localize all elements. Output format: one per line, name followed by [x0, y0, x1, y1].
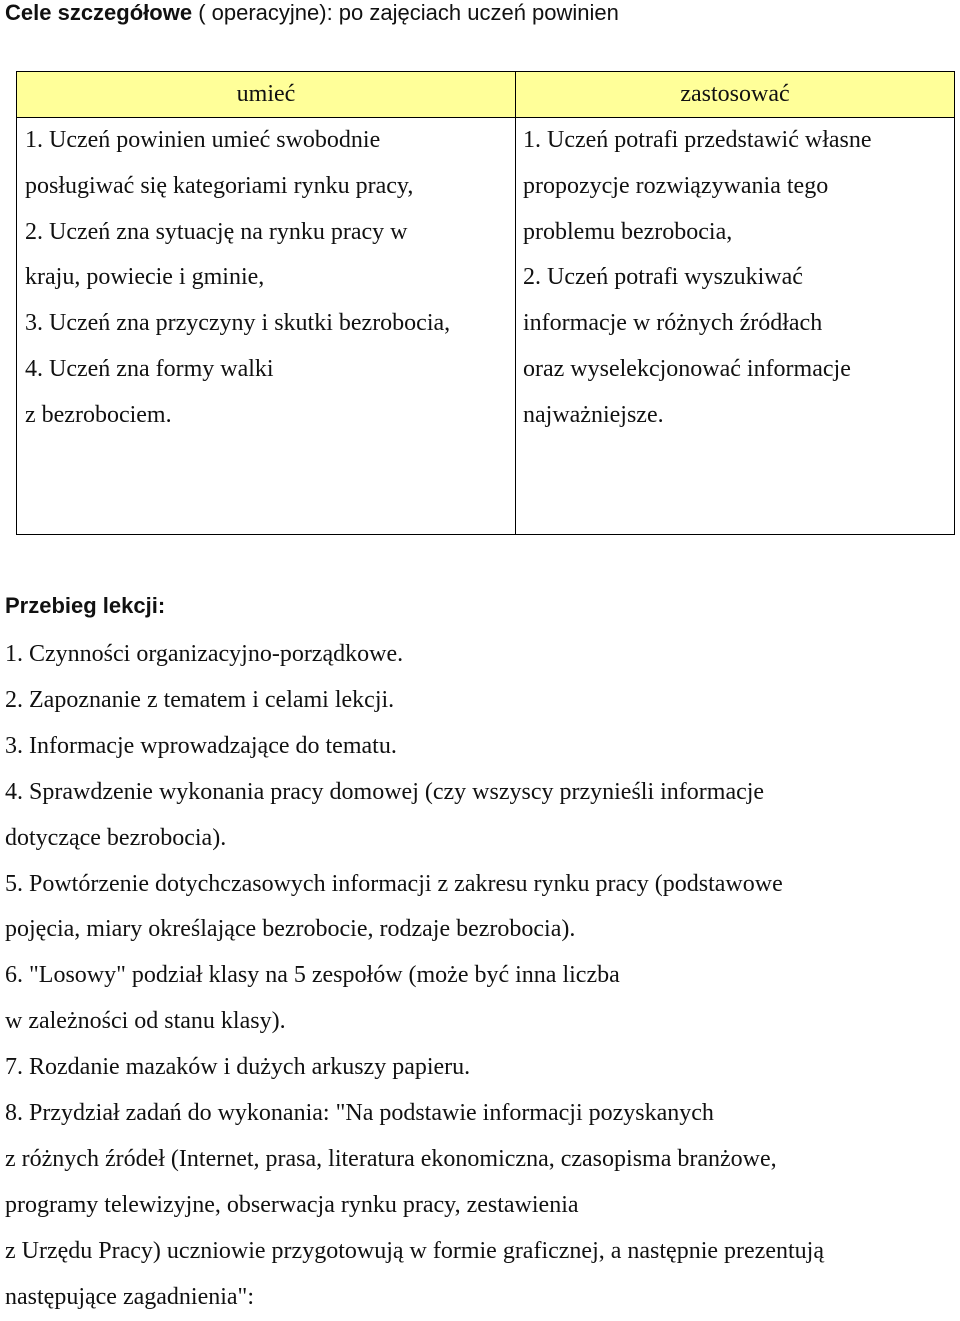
objectives-heading-bold: Cele szczegółowe	[5, 0, 193, 25]
objectives-heading-rest: ( operacyjne): po zajęciach uczeń powinien	[192, 0, 619, 25]
lesson-step-line: programy telewizyjne, obserwacja rynku pracy, zestawienia	[5, 1191, 579, 1218]
lesson-step-line: następujące zagadnienia":	[5, 1283, 254, 1310]
lesson-course-title: Przebieg lekcji:	[5, 593, 166, 618]
lesson-step-line: 1. Czynności organizacyjno-porządkowe.	[5, 641, 404, 667]
umiec-line: posługiwać się kategoriami rynku pracy,	[25, 172, 414, 199]
header-umiec: umieć	[17, 72, 516, 118]
zastosowac-line: 2. Uczeń potrafi wyszukiwać	[523, 264, 803, 291]
cell-zastosowac	[516, 118, 955, 535]
lesson-step-line: 7. Rozdanie mazaków i dużych arkuszy papieru.	[5, 1054, 471, 1081]
zastosowac-line: najważniejsze.	[523, 401, 664, 428]
zastosowac-line: propozycje rozwiązywania tego	[523, 172, 829, 199]
umiec-line: 1. Uczeń powinien umieć swobodnie	[25, 127, 381, 153]
zastosowac-line: informacje w różnych źródłach	[523, 310, 823, 337]
objectives-heading	[5, 0, 619, 26]
lesson-step-line: z Urzędu Pracy) uczniowie przygotowują w formie graficznej, a następnie prezentują	[5, 1237, 824, 1264]
header-zastosowac: zastosować	[516, 72, 955, 118]
zastosowac-line: oraz wyselekcjonować informacje	[523, 355, 851, 382]
lesson-step-line: z różnych źródeł (Internet, prasa, literatura ekonomiczna, czasopisma branżowe,	[5, 1145, 777, 1172]
umiec-line: z bezrobociem.	[25, 401, 172, 428]
zastosowac-line: 1. Uczeń potrafi przedstawić własne	[523, 127, 872, 153]
lesson-step-line: dotyczące bezrobocia).	[5, 824, 227, 851]
umiec-line: 4. Uczeń zna formy walki	[25, 355, 274, 382]
cell-umiec	[17, 118, 516, 535]
zastosowac-line: problemu bezrobocia,	[523, 218, 733, 245]
umiec-line: 2. Uczeń zna sytuację na rynku pracy w	[25, 218, 408, 245]
lesson-step-line: 2. Zapoznanie z tematem i celami lekcji.	[5, 686, 395, 713]
lesson-step-line: pojęcia, miary określające bezrobocie, rodzaje bezrobocia).	[5, 916, 576, 943]
objectives-table-header-row	[17, 72, 955, 118]
lesson-step-line: 3. Informacje wprowadzające do tematu.	[5, 732, 397, 759]
lesson-step-line: 8. Przydział zadań do wykonania: "Na podstawie informacji pozyskanych	[5, 1100, 714, 1127]
objectives-table	[16, 71, 955, 535]
lesson-step-line: 6. "Losowy" podział klasy na 5 zespołów (może być inna liczba	[5, 962, 620, 989]
umiec-line: kraju, powiecie i gminie,	[25, 264, 265, 291]
lesson-step-line: 4. Sprawdzenie wykonania pracy domowej (czy wszyscy przynieśli informacje	[5, 778, 765, 805]
objectives-table-body-row	[17, 118, 955, 535]
umiec-line: 3. Uczeń zna przyczyny i skutki bezrobocia,	[25, 310, 451, 337]
lesson-step-line: 5. Powtórzenie dotychczasowych informacji z zakresu rynku pracy (podstawowe	[5, 870, 783, 897]
lesson-step-line: w zależności od stanu klasy).	[5, 1008, 286, 1035]
lesson-steps-list	[5, 632, 955, 1321]
